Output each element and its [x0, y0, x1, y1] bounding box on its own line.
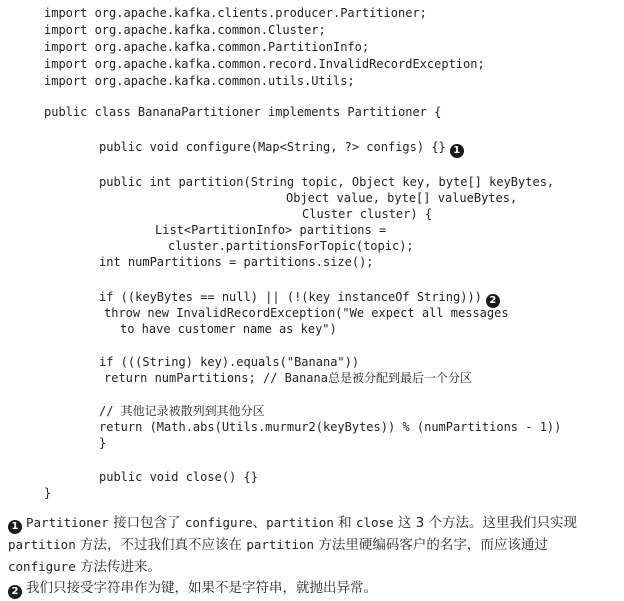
code-line-comment: // 其他记录被散列到其他分区	[99, 404, 265, 418]
callout-2-icon: 2	[486, 294, 500, 308]
note-1-part-g: close	[355, 515, 394, 530]
code-line-if-banana: if (((String) key).equals("Banana"))	[99, 355, 360, 369]
code-line-throw-2: to have customer name as key")	[120, 322, 337, 336]
code-line-import-5: import org.apache.kafka.common.utils.Utils;	[44, 74, 355, 88]
note-1-part-c: configure	[184, 515, 253, 530]
configure-text: public void configure(Map<String, ?> configs) {}	[99, 140, 446, 154]
code-line-close-brace-class: }	[44, 486, 52, 500]
code-line-list-1: List<PartitionInfo> partitions =	[155, 223, 387, 237]
code-line-configure	[99, 139, 464, 158]
callout-1-note-icon: 1	[8, 520, 22, 534]
code-line-num-partitions: int numPartitions = partitions.size();	[99, 255, 374, 269]
note-1-part-l: 方法里硬编码客户的名字，而应该通过	[314, 537, 548, 553]
note-1-part-m: configure	[8, 559, 76, 574]
code-line-import-2: import org.apache.kafka.common.Cluster;	[44, 23, 326, 37]
code-line-partition-1: public int partition(String topic, Object key, byte[] keyBytes,	[99, 175, 555, 189]
note-1-part-e: partition	[266, 515, 334, 530]
note-1-part-d: 、	[252, 515, 267, 531]
code-line-return-banana: return numPartitions; // Banana总是被分配到最后一个分区	[104, 371, 472, 385]
note-1-part-a: Partitioner	[26, 515, 109, 530]
code-line-import-1: import org.apache.kafka.clients.producer.Partitioner;	[44, 6, 427, 20]
code-line-return-hash: return (Math.abs(Utils.murmur2(keyBytes)) % (numPartitions - 1))	[99, 420, 562, 434]
note-1-part-b: 接口包含了	[108, 515, 185, 531]
if-null-text: if ((keyBytes == null) || (!(key instanceOf String)))	[99, 290, 482, 304]
code-line-partition-3: Cluster cluster) {	[302, 207, 433, 221]
note-1	[8, 512, 618, 578]
code-line-close-method: public void close() {}	[99, 470, 258, 484]
code-line-partition-2: Object value, byte[] valueBytes,	[286, 191, 518, 205]
note-2-text: 我们只接受字符串作为键，如果不是字符串，就抛出异常。	[26, 580, 377, 596]
code-line-list-2: cluster.partitionsForTopic(topic);	[168, 239, 414, 253]
code-line-import-4: import org.apache.kafka.common.record.InvalidRecordException;	[44, 57, 485, 71]
code-line-import-3: import org.apache.kafka.common.PartitionInfo;	[44, 40, 370, 54]
note-1-part-h: 这 3 个方法。这里我们只实现	[393, 515, 578, 531]
note-1-part-i: partition	[8, 537, 76, 552]
code-line-throw-1: throw new InvalidRecordException("We expect all messages	[104, 306, 509, 320]
note-1-part-k: partition	[246, 537, 315, 552]
note-1-part-n: 方法传进来。	[75, 559, 162, 575]
code-line-close-brace-method: }	[99, 436, 107, 450]
note-1-part-j: 方法，不过我们真不应该在	[75, 537, 247, 553]
code-line-class-decl: public class BananaPartitioner implements Partitioner {	[44, 105, 442, 119]
callout-1-icon: 1	[450, 144, 464, 158]
callout-2-note-icon: 2	[8, 585, 22, 599]
note-2	[8, 577, 618, 599]
note-1-part-f: 和	[333, 515, 356, 531]
